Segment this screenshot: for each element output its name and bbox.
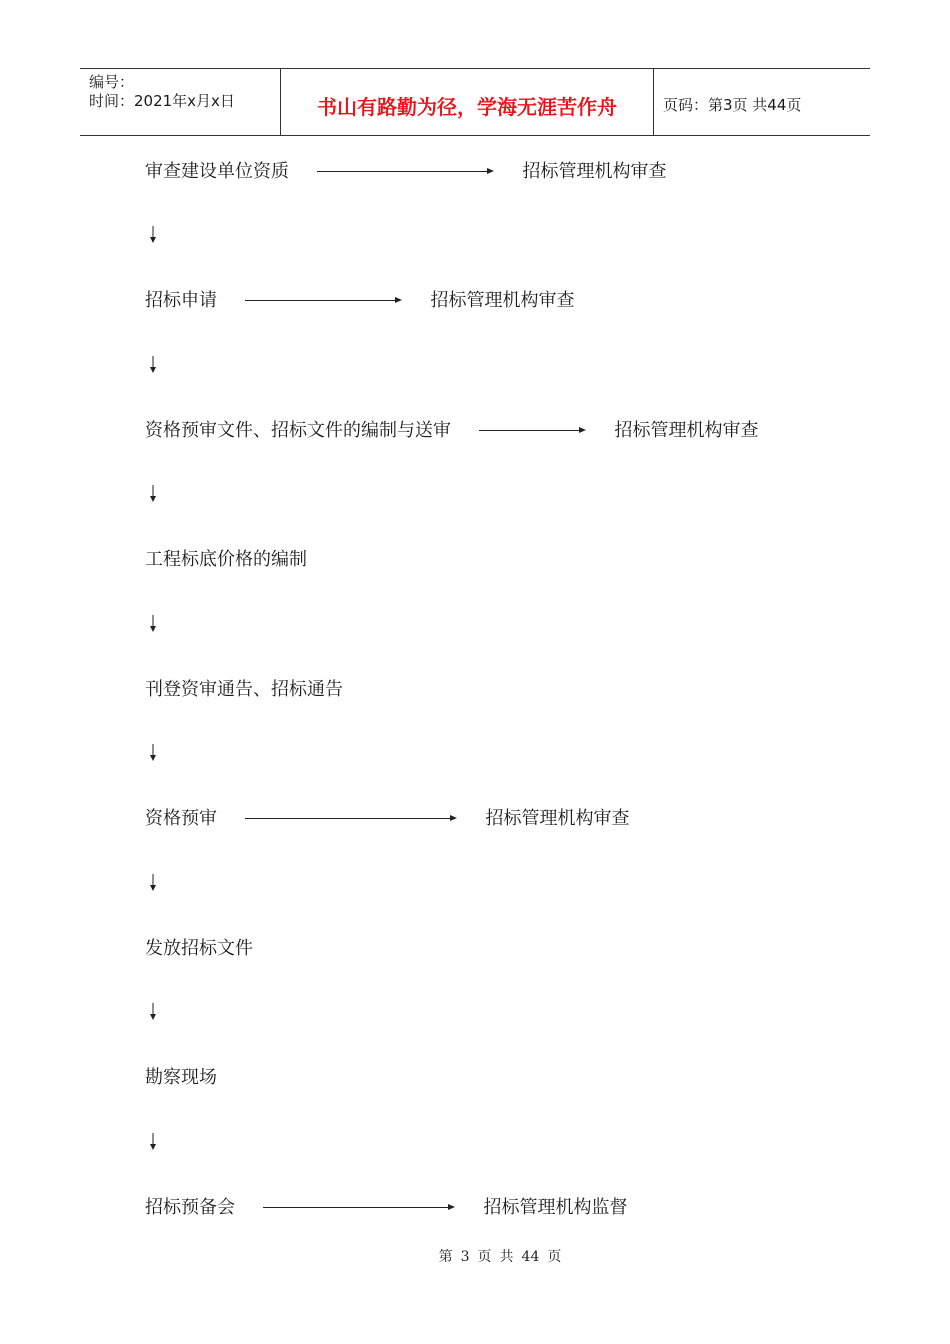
flow-step-label: 勘察现场 [145, 1067, 217, 1088]
flow-step-label: 刊登资审通告、招标通告 [145, 679, 343, 700]
flow-step-label: 工程标底价格的编制 [145, 549, 307, 570]
header-page-number: 页码：第3页 共44页 [663, 96, 802, 114]
flow-step-5 [145, 678, 343, 702]
footer-total-prefix: 共 [499, 1249, 514, 1265]
down-arrow-icon [148, 744, 158, 762]
header-meta-cell [80, 69, 281, 135]
flow-connector-arrow [263, 1207, 448, 1210]
flow-step-7 [145, 937, 253, 961]
down-arrow-icon [148, 615, 158, 633]
flow-connector-arrow [479, 430, 579, 433]
header-page-cell [654, 69, 870, 135]
down-arrow-icon [148, 226, 158, 244]
flow-step-target: 招标管理机构审查 [522, 161, 667, 182]
footer-total-pages: 44 [521, 1249, 540, 1265]
footer-page-mid: 页 [477, 1249, 492, 1265]
flow-step-1 [145, 160, 666, 184]
flow-step-target: 招标管理机构审查 [614, 420, 759, 441]
flow-step-target: 招标管理机构监督 [483, 1197, 628, 1218]
down-arrow-icon [148, 874, 158, 892]
down-arrow-icon [148, 1133, 158, 1151]
flow-step-label: 审查建设单位资质 [145, 161, 289, 182]
flow-step-target: 招标管理机构审查 [430, 290, 575, 311]
flow-step-3 [145, 419, 758, 443]
flow-connector-arrow [245, 300, 395, 303]
flow-step-9 [145, 1196, 627, 1220]
page-footer [0, 1246, 950, 1266]
flow-step-label: 招标申请 [145, 290, 217, 311]
document-number-label: 编号： [89, 73, 135, 91]
flow-step-target: 招标管理机构审查 [485, 808, 630, 829]
down-arrow-icon [148, 356, 158, 374]
footer-page-prefix: 第 [438, 1249, 453, 1265]
flow-step-label: 招标预备会 [145, 1197, 235, 1218]
document-date-label: 时间：2021年x月x日 [89, 92, 235, 110]
motto-text: 书山有路勤为径，学海无涯苦作舟 [317, 95, 617, 119]
flow-step-label: 发放招标文件 [145, 938, 253, 959]
flow-step-label: 资格预审文件、招标文件的编制与送审 [145, 420, 451, 441]
document-header [80, 68, 870, 136]
flow-connector-arrow [317, 171, 487, 174]
flow-step-8 [145, 1066, 217, 1090]
header-motto-cell [281, 69, 654, 135]
flow-connector-arrow [245, 818, 450, 821]
down-arrow-icon [148, 485, 158, 503]
flow-step-4 [145, 548, 307, 572]
flow-step-2 [145, 289, 574, 313]
down-arrow-icon [148, 1003, 158, 1021]
footer-total-suffix: 页 [547, 1249, 562, 1265]
flow-step-label: 资格预审 [145, 808, 217, 829]
footer-page-number: 3 [460, 1249, 470, 1265]
flow-step-6 [145, 807, 629, 831]
